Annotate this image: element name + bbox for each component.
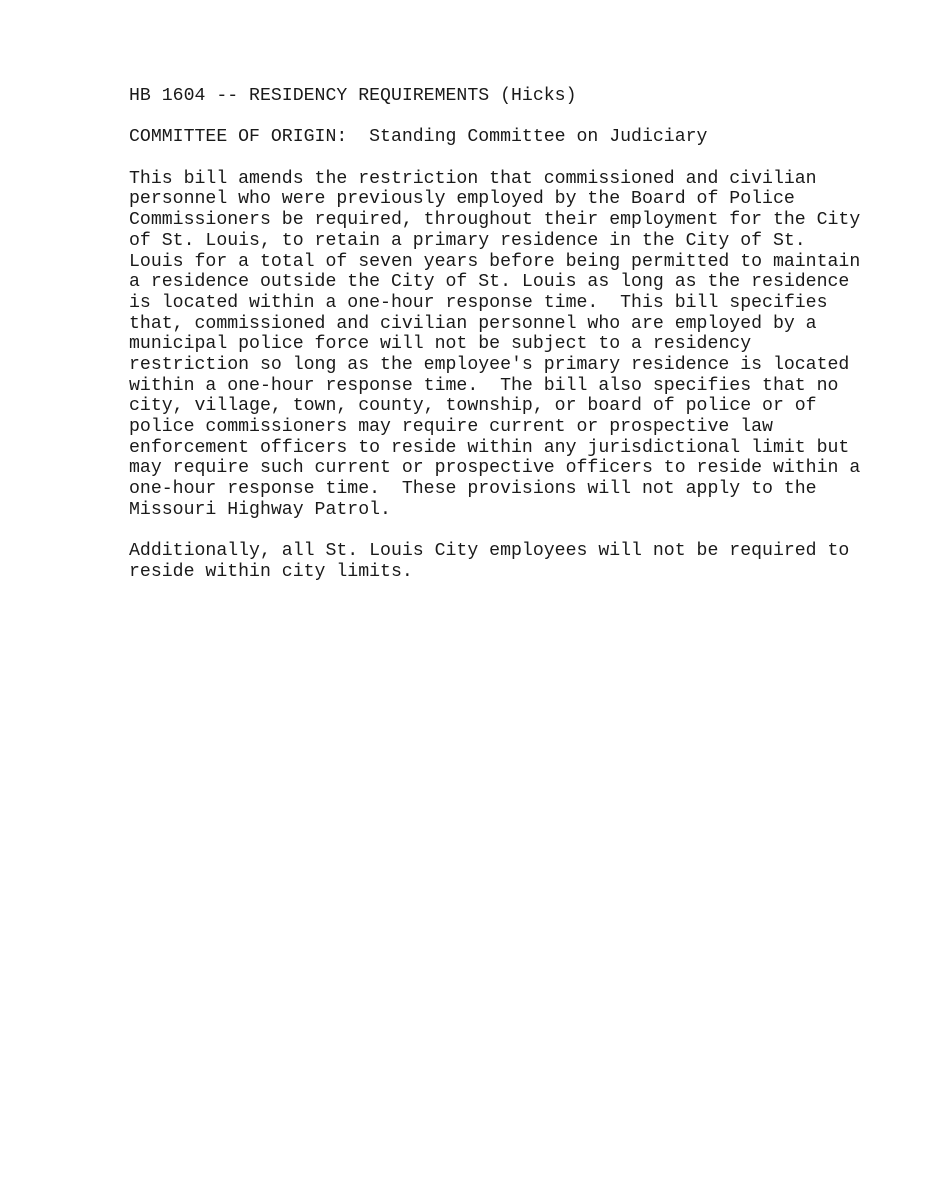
paragraph-line: This bill amends the restriction that commissioned and civilian bbox=[129, 168, 817, 189]
paragraph-line: is located within a one-hour response time. This bill specifies bbox=[129, 292, 828, 313]
paragraph-line: city, village, town, county, township, or board of police or of bbox=[129, 396, 817, 417]
spacer bbox=[129, 107, 889, 128]
paragraph-line: reside within city limits. bbox=[129, 561, 413, 582]
paragraph-line: police commissioners may require current or prospective law bbox=[129, 417, 773, 437]
paragraph-line: restriction so long as the employee's primary residence is located bbox=[129, 354, 850, 375]
spacer bbox=[129, 520, 889, 541]
paragraph-1 bbox=[129, 169, 889, 521]
spacer bbox=[129, 148, 889, 169]
paragraph-line: Missouri Highway Patrol. bbox=[129, 499, 391, 520]
paragraph-line: Additionally, all St. Louis City employees will not be required to bbox=[129, 541, 850, 562]
paragraph-line: that, commissioned and civilian personnel who are employed by a bbox=[129, 313, 817, 334]
paragraph-line: enforcement officers to reside within any jurisdictional limit but bbox=[129, 437, 850, 458]
committee-of-origin: COMMITTEE OF ORIGIN: Standing Committee on Judiciary bbox=[129, 127, 708, 148]
paragraph-line: Louis for a total of seven years before being permitted to maintain bbox=[129, 251, 861, 272]
paragraph-line: Commissioners be required, throughout their employment for the City bbox=[129, 210, 861, 231]
paragraph-line: a residence outside the City of St. Louis as long as the residence bbox=[129, 272, 850, 293]
paragraph-line: within a one-hour response time. The bill also specifies that no bbox=[129, 375, 839, 396]
paragraph-line: personnel who were previously employed by the Board of Police bbox=[129, 189, 795, 210]
paragraph-line: may require such current or prospective officers to reside within a bbox=[129, 458, 861, 479]
bill-summary bbox=[129, 86, 889, 583]
paragraph-2 bbox=[129, 541, 889, 582]
paragraph-line: municipal police force will not be subject to a residency bbox=[129, 334, 752, 355]
paragraph-line: one-hour response time. These provisions will not apply to the bbox=[129, 479, 817, 500]
paragraph-line: of St. Louis, to retain a primary residence in the City of St. bbox=[129, 230, 806, 251]
bill-title: HB 1604 -- RESIDENCY REQUIREMENTS (Hicks) bbox=[129, 86, 577, 106]
